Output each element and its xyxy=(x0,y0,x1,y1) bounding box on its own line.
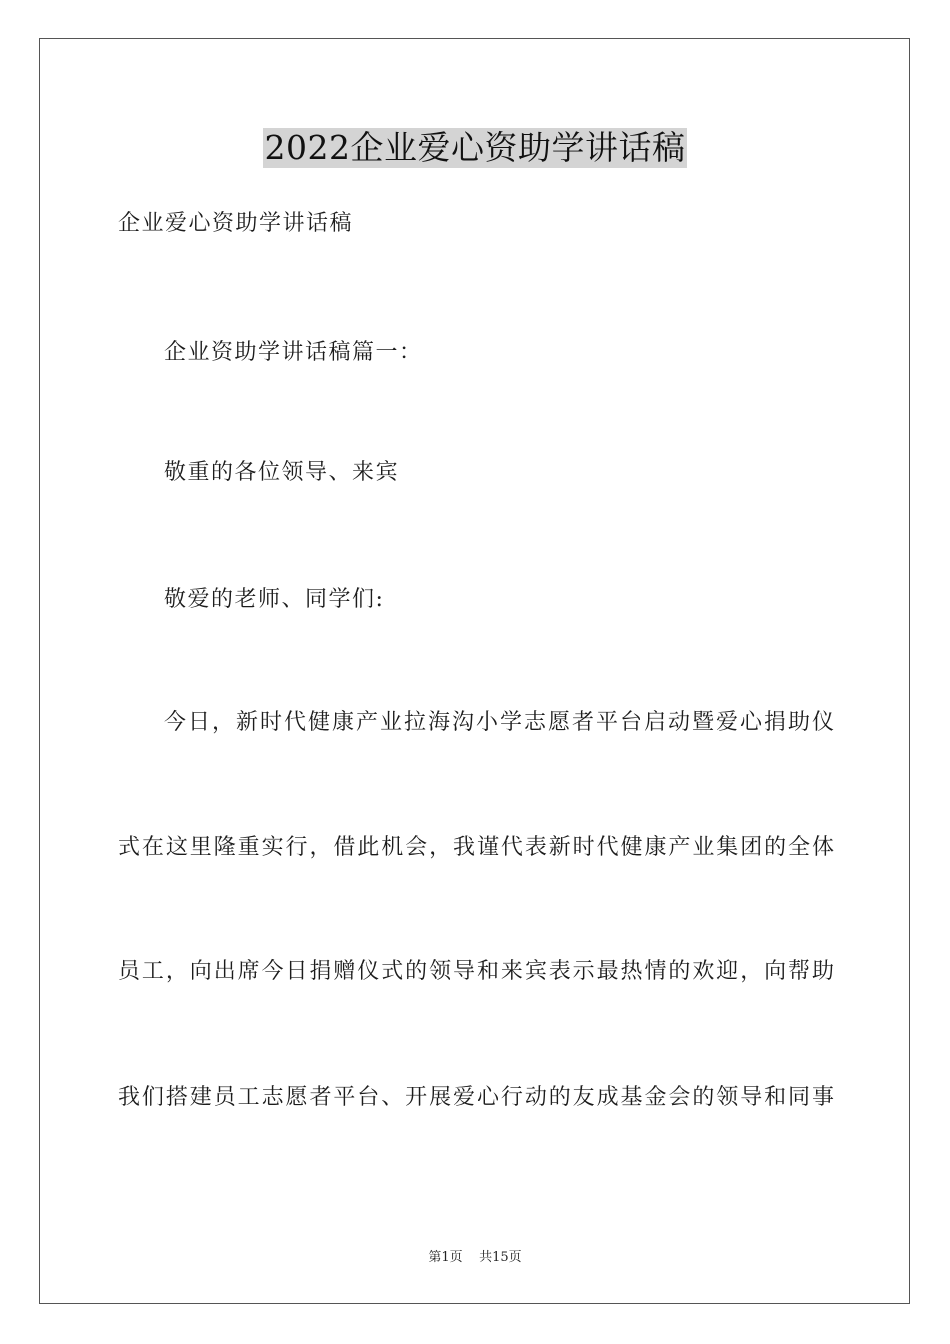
document-title: 2022企业爱心资助学讲话稿 xyxy=(264,128,686,167)
paragraph-line: 企业资助学讲话稿篇一： xyxy=(164,340,423,365)
paragraph-line: 式在这里隆重实行，借此机会，我谨代表新时代健康产业集团的全体 xyxy=(118,835,834,860)
document-subtitle: 企业爱心资助学讲话稿 xyxy=(118,211,354,236)
title-container xyxy=(0,128,950,168)
paragraph-line: 我们搭建员工志愿者平台、开展爱心行动的友成基金会的领导和同事 xyxy=(118,1085,834,1110)
paragraph-line: 敬重的各位领导、来宾 xyxy=(164,460,400,485)
page-number-total: 共15页 xyxy=(479,1250,522,1265)
paragraph-line: 员工，向出席今日捐赠仪式的领导和来宾表示最热情的欢迎，向帮助 xyxy=(118,959,834,984)
page-number-current: 第1页 xyxy=(428,1250,463,1265)
page-footer xyxy=(0,1246,950,1265)
paragraph-line: 今日，新时代健康产业拉海沟小学志愿者平台启动暨爱心捐助仪 xyxy=(164,710,834,735)
paragraph-line: 敬爱的老师、同学们: xyxy=(164,587,385,612)
